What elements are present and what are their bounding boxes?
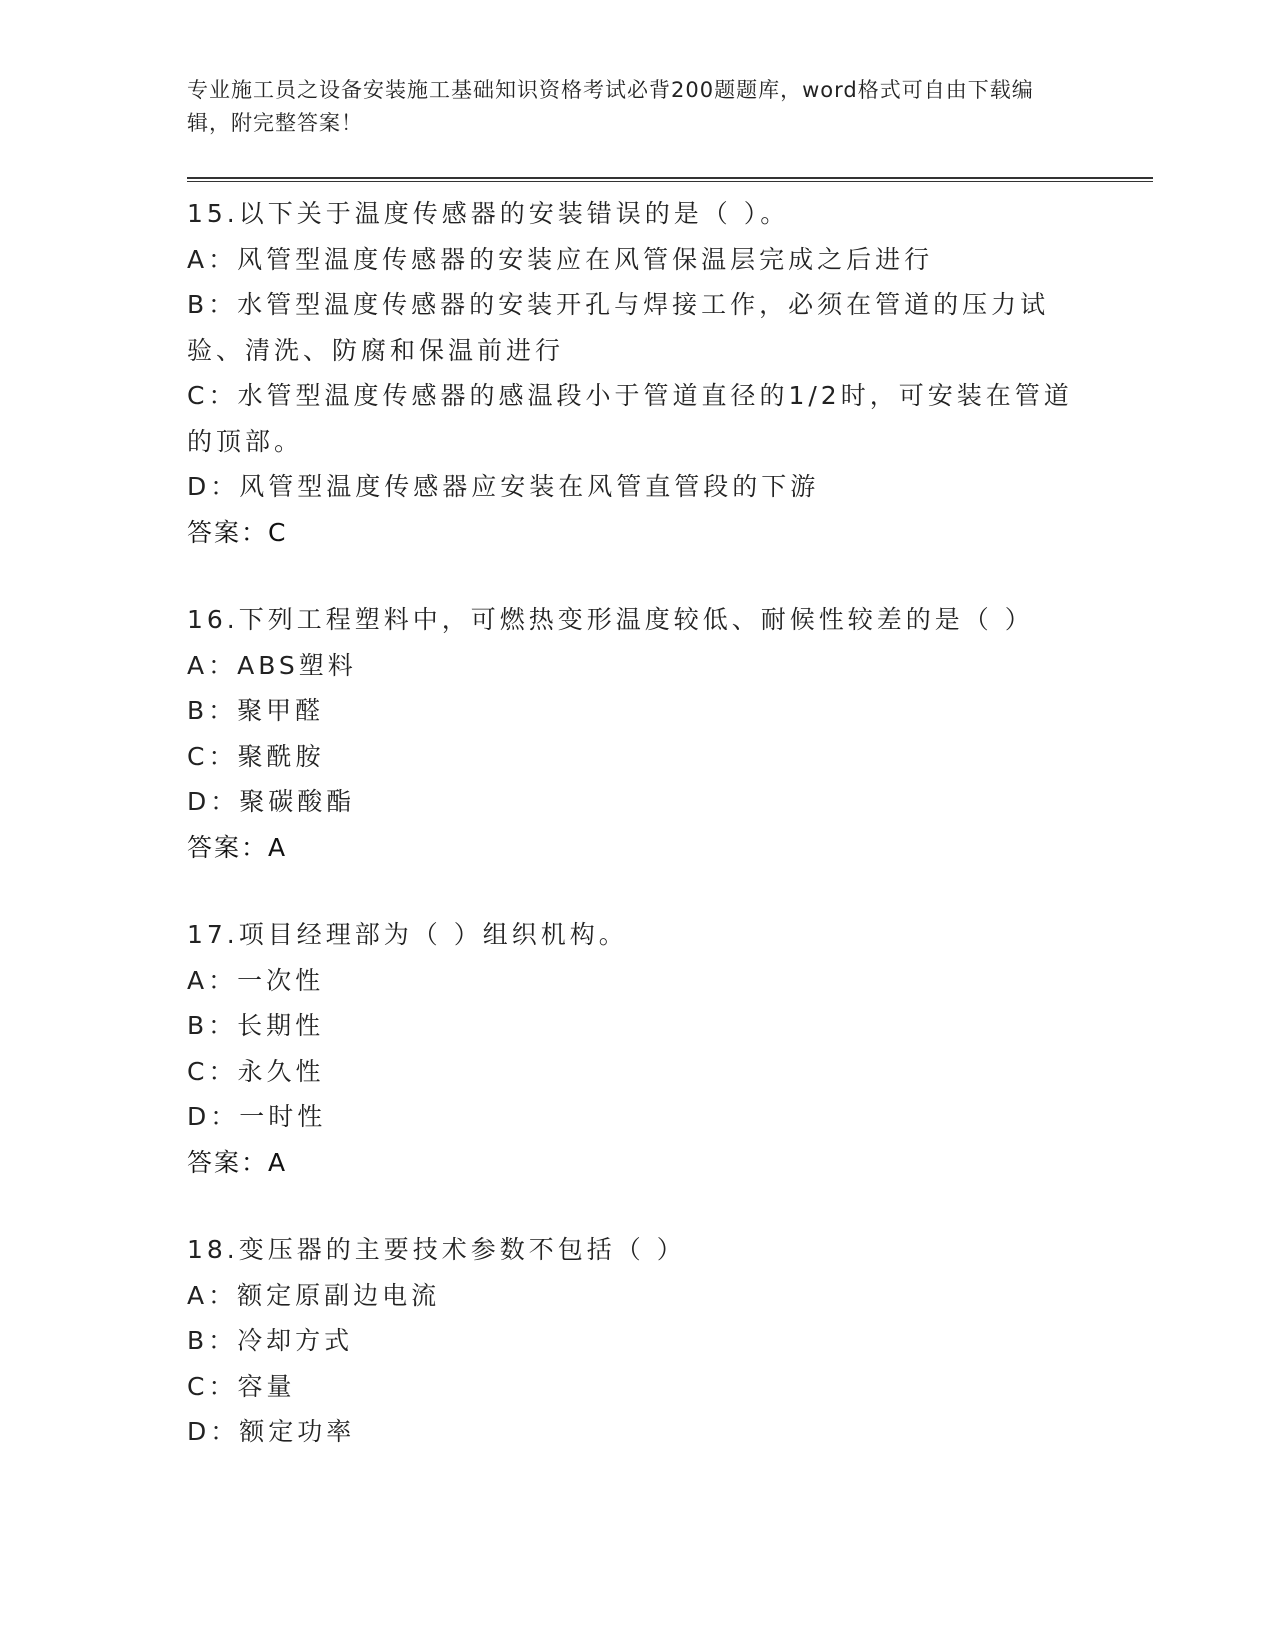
- answer-text: 答案：C: [187, 517, 288, 547]
- option-d: D：一时性: [187, 1102, 327, 1131]
- question-list: [187, 191, 1087, 1497]
- option-c: C：容量: [187, 1371, 296, 1401]
- option-a: A：风管型温度传感器的安装应在风管保温层完成之后进行: [187, 244, 934, 274]
- question-stem: 15.以下关于温度传感器的安装错误的是（ ）。: [187, 199, 790, 228]
- question-stem: 17.项目经理部为（ ）组织机构。: [187, 920, 628, 949]
- question-17: [187, 912, 1087, 1185]
- answer-text: 答案：A: [187, 1147, 288, 1177]
- question-16: [187, 597, 1087, 870]
- option-d: D：额定功率: [187, 1417, 356, 1446]
- header-divider: [187, 177, 1153, 182]
- question-18: [187, 1227, 1087, 1455]
- question-15: [187, 191, 1087, 555]
- option-a: A：一次性: [187, 965, 325, 995]
- option-c: C：水管型温度传感器的感温段小于管道直径的1/2时，可安装在管道的顶部。: [187, 381, 1073, 456]
- option-b: B：聚甲醛: [187, 696, 325, 725]
- option-c: C：永久性: [187, 1056, 325, 1086]
- option-a: A：ABS塑料: [187, 650, 357, 680]
- option-b: B：长期性: [187, 1011, 325, 1040]
- document-header: 专业施工员之设备安装施工基础知识资格考试必背200题题库，word格式可自由下载编辑，附完整答案！: [187, 78, 1034, 135]
- option-b: B：水管型温度传感器的安装开孔与焊接工作，必须在管道的压力试验、清洗、防腐和保温前进行: [187, 290, 1050, 365]
- option-c: C：聚酰胺: [187, 741, 325, 771]
- answer-text: 答案：A: [187, 832, 288, 862]
- option-b: B：冷却方式: [187, 1326, 354, 1355]
- option-d: D：聚碳酸酯: [187, 787, 356, 816]
- option-d: D：风管型温度传感器应安装在风管直管段的下游: [187, 472, 820, 501]
- question-stem: 18.变压器的主要技术参数不包括（ ）: [187, 1235, 686, 1264]
- option-a: A：额定原副边电流: [187, 1280, 441, 1310]
- question-stem: 16.下列工程塑料中，可燃热变形温度较低、耐候性较差的是（ ）: [187, 605, 1034, 634]
